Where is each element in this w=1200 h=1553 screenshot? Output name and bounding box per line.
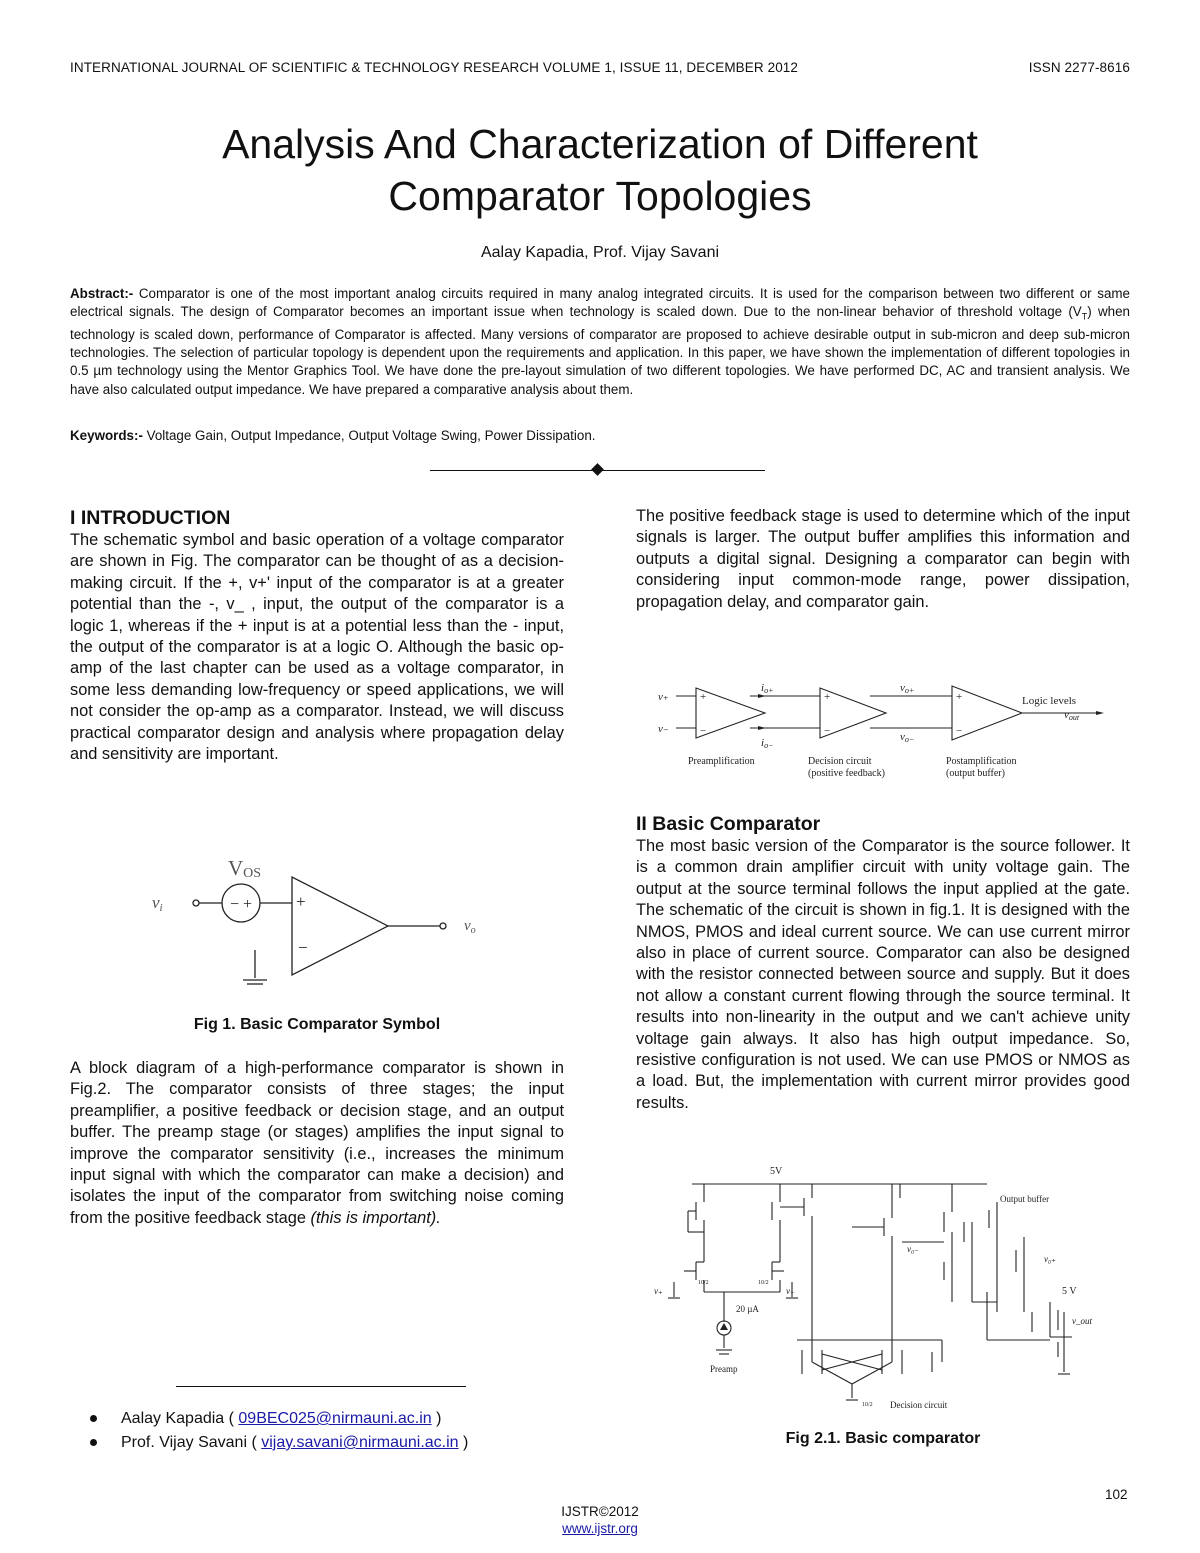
right-column-middle [636,812,1130,1114]
section-2-heading: II Basic Comparator [636,813,821,835]
fig21-output-buffer: Output buffer [1000,1194,1050,1204]
right-column-top [636,506,1130,613]
fig1-minus-input: − [298,938,308,957]
right-paragraph-2: The most basic version of the Comparator is the source follower. It is a common drain amplifier circuit with unity voltage gain. The output at the source terminal follows the input applied at the gate. The schematic of the circuit is shown in fig.1. It is designed with the NMOS, PMOS and ideal current source. We can use current mirror also in place of current source. Comparator can also be designed with the resistor connected between source and supply. But it does not allow a constant current flowing through the source terminal. It results into non-linearity in the output and we can't achieve unity voltage gain always. It also has high output impedance. So, resistive configuration is not used. We can use PMOS or NMOS as a load. But, the implementation with current mirror provides good results. [636,837,1130,1112]
fig2-io-minus: io− [761,737,774,750]
fig21-preamp: Preamp [710,1364,738,1374]
right-paragraph-1: The positive feedback stage is used to determine which of the input signals is larger. The output buffer amplifies this information and outputs a digital signal. Designing a comparator can begin with considering input common-mode range, power dissipation, propagation delay, and comparator gain. [636,507,1130,611]
fig1-vi-label: vi [152,893,163,914]
fig1-vo-label: $v_o$ [464,918,476,936]
fig21-vo-minus: v₀₋ [907,1244,919,1254]
page-number: 102 [1105,1487,1128,1502]
fig21-decision: Decision circuit [890,1400,948,1410]
running-head [70,60,1130,75]
fig2-vout: vout [1064,709,1080,722]
fig21-supply-2: 5 V [1062,1286,1077,1297]
fig-2-block-diagram [650,678,1110,784]
fig1-source-signs: − + [230,896,253,913]
fig2-minus-3: − [956,725,963,737]
footer-copyright: IJSTR©2012 [561,1504,639,1519]
page-footer [0,1503,1200,1537]
fig2-vo-minus: vo− [900,731,915,744]
paper-title [100,118,1100,222]
keywords [70,428,1130,443]
email-link-2[interactable]: vijay.savani@nirmauni.ac.in [261,1434,459,1451]
fig21-vminus: v₋ [786,1286,795,1296]
fig21-ratio-1: 10/2 [698,1280,709,1286]
fig2-stage-post-sub: (output buffer) [946,768,1005,779]
abstract-text-b: ) when technology is scaled down, performance of Comparator is affected. Many versions of comparator are proposed to achieve desirable output in sub-micron and deep sub-micron technologies. The selection of particular topology is dependent upon the requirements and application. In this paper, we have shown the implementation of different topologies in 0.5 µm technology using the Mentor Graphics Tool. We have done the pre-layout simulation of two different topologies. We have performed DC, AC and transient analysis. We have also calculated output impedance. We have prepared a comparative analysis about them. [70,304,1130,397]
fig2-stage-post: Postamplification [946,756,1017,767]
title-line-2: Comparator Topologies [388,173,812,219]
separator-diamond [591,463,604,476]
title-line-1: Analysis And Characterization of Different [222,121,978,167]
fig2-logic-levels: Logic levels [1022,695,1077,707]
issn: ISSN 2277-8616 [1028,60,1130,75]
fig2-plus-3: + [956,691,963,703]
footer-url-link[interactable]: www.ijstr.org [562,1521,638,1536]
fig21-vo-plus: v₀₊ [1044,1254,1056,1264]
footnote-author-1: Aalay Kapadia ( 09BEC025@nirmauni.ac.in ) [90,1410,441,1428]
email-link-1[interactable]: 09BEC025@nirmauni.ac.in [238,1410,432,1427]
authors: Aalay Kapadia, Prof. Vijay Savani [480,244,720,261]
fig2-vminus: v₋ [658,723,669,735]
fig21-vplus: v₊ [654,1286,663,1296]
abstract [70,285,1130,399]
fig2-plus-2: + [824,691,831,703]
fig21-current: 20 µA [736,1304,759,1314]
intro-paragraph-2: A block diagram of a high-performance comparator is shown in Fig.2. The comparator consists of three stages; the input preamplifier, a positive feedback or decision stage, and an output buffer. The preamp stage (or stages) amplifies the input signal to improve the comparator sensitivity (i.e., increases the minimum input signal with which the comparator can make a decision) and isolates the input of the comparator from switching noise coming from the positive feedback stage (this is important). [70,1059,564,1227]
fig21-ratio-3: 10/2 [862,1402,873,1408]
journal-name: INTERNATIONAL JOURNAL OF SCIENTIFIC & TECHNOLOGY RESEARCH VOLUME 1, ISSUE 11, DECEMBER 2012 [70,60,799,75]
section-1-heading: I INTRODUCTION [70,507,231,529]
fig2-minus-2: − [824,725,831,737]
fig-1-comparator-symbol [140,850,500,995]
abstract-subscript: T [1081,311,1088,322]
fig2-vplus: v₊ [658,691,669,703]
keywords-text: Voltage Gain, Output Impedance, Output Voltage Swing, Power Dissipation. [142,428,596,443]
footnote-author-2: Prof. Vijay Savani ( vijay.savani@nirmauni.ac.in ) [90,1434,468,1452]
fig2-vo-plus: vo+ [900,682,915,695]
abstract-text-a: Comparator is one of the most important analog circuits required in many analog integrated circuits. It is used for the comparison between two different or same electrical signals. The design of Comparator becomes an important issue when technology is scaled down. Due to the non-linear behavior of threshold voltage (V [70,286,1130,320]
fig21-ratio-2: 10/2 [758,1280,769,1286]
fig2-plus-1: + [700,691,707,703]
fig2-stage-preamp: Preamplification [688,756,755,767]
fig1-vos-label: VOS [228,856,262,881]
fig-2-1-schematic [652,1162,1102,1420]
fig-2-1-caption: Fig 2.1. Basic comparator [785,1430,981,1447]
fig2-io-plus: io+ [761,682,774,695]
abstract-label: Abstract:- [70,286,134,301]
fig2-stage-decision: Decision circuit [808,756,872,767]
fig21-vout: v_out [1072,1316,1092,1326]
left-column-top [70,506,564,765]
left-column-bottom [70,1058,564,1229]
fig2-stage-decision-sub: (positive feedback) [808,768,885,779]
intro-paragraph-1: The schematic symbol and basic operation of a voltage comparator are shown in Fig. The comparator can be thought of as a decision-making circuit. If the +, v+' input of the comparator is at a greater potential than the -, v_ , input, the output of the comparator is a logic 1, whereas if the + input is at a potential less than the - input, the output of the comparator is at a logic O. Although the basic op-amp of the last chapter can be used as a voltage comparator, in some less demanding low-frequency or speed applications, we will not consider the op-amp as a comparator. Instead, we will discuss practical comparator design and analysis where propagation delay and sensitivity are important. [70,531,564,764]
footnote-separator [176,1386,466,1387]
fig-1-caption: Fig 1. Basic Comparator Symbol [193,1016,441,1033]
keywords-label: Keywords:- [70,428,143,443]
fig1-plus-input: + [296,892,306,911]
fig2-minus-1: − [700,725,707,737]
fig21-supply: 5V [770,1166,783,1177]
